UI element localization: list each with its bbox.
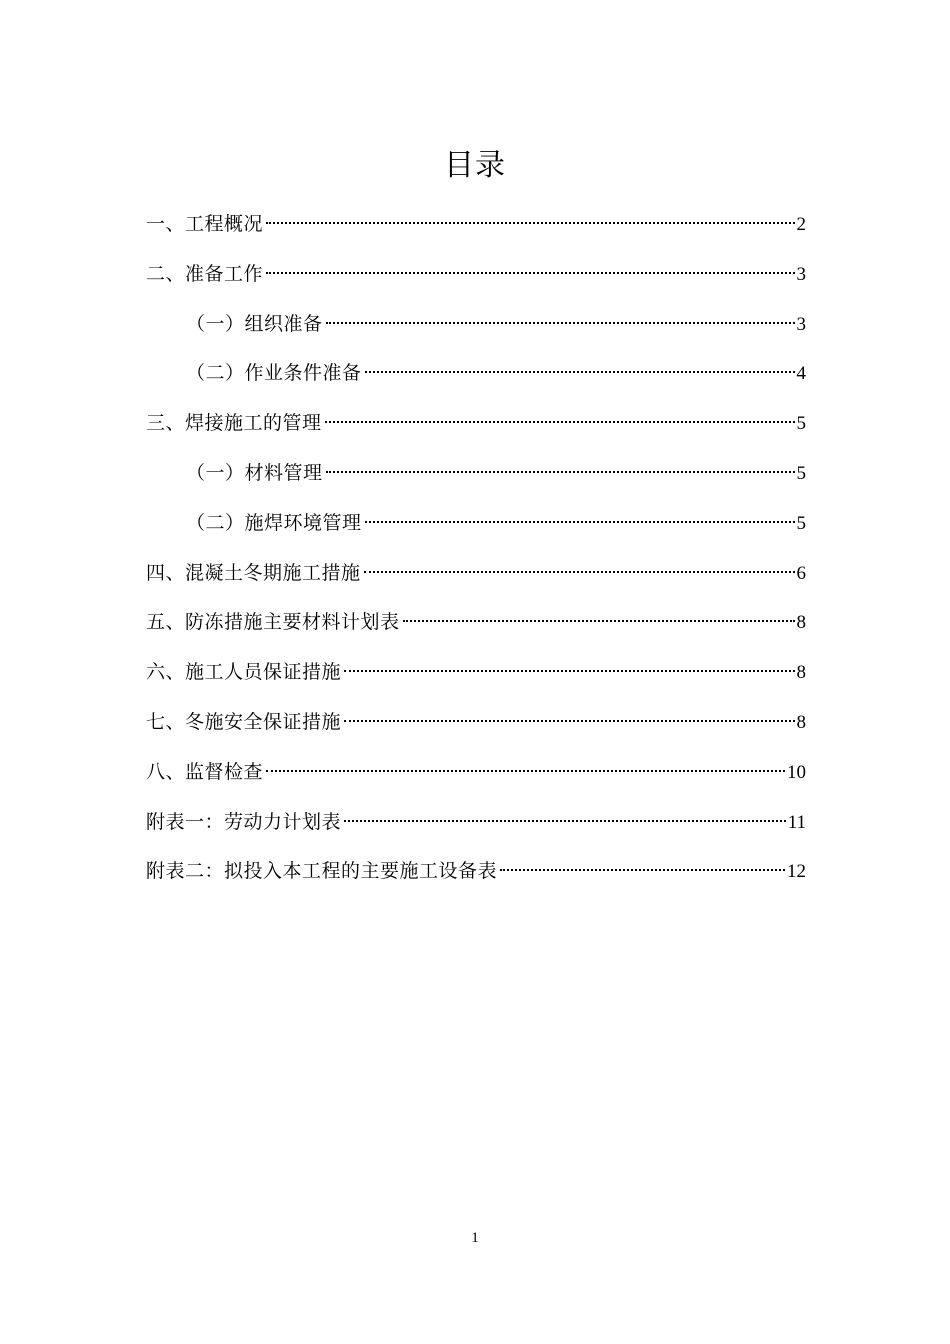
toc-entry-page: 11 bbox=[787, 811, 806, 833]
dot-leader bbox=[325, 421, 795, 423]
toc-entry-page: 3 bbox=[796, 313, 806, 335]
toc-entry[interactable] bbox=[146, 302, 806, 352]
toc-entry[interactable] bbox=[146, 750, 806, 800]
dot-leader bbox=[365, 371, 795, 373]
toc-entry[interactable] bbox=[146, 700, 806, 750]
toc-entry[interactable] bbox=[146, 351, 806, 401]
toc-entry-page: 8 bbox=[796, 612, 806, 634]
toc-entry-title: 八、监督检查 bbox=[146, 760, 264, 783]
toc-entry-title: 七、冬施安全保证措施 bbox=[146, 710, 342, 733]
toc-entry-page: 8 bbox=[796, 662, 806, 684]
dot-leader bbox=[266, 272, 794, 274]
toc-entry-title: 六、施工人员保证措施 bbox=[146, 661, 342, 684]
toc-entry[interactable] bbox=[146, 451, 806, 501]
toc-entry[interactable] bbox=[146, 202, 806, 252]
toc-entry[interactable] bbox=[146, 401, 806, 451]
dot-leader bbox=[266, 222, 794, 224]
dot-leader bbox=[500, 869, 785, 871]
toc-entry-title: 一、工程概况 bbox=[146, 213, 264, 235]
toc-title: 目录 bbox=[444, 148, 506, 183]
toc-entry[interactable] bbox=[146, 849, 806, 899]
toc-entry[interactable] bbox=[146, 800, 806, 850]
dot-leader bbox=[326, 471, 795, 473]
toc-entry-title: 附表一：劳动力计划表 bbox=[146, 810, 342, 833]
toc-entry[interactable] bbox=[146, 600, 806, 650]
dot-leader bbox=[344, 720, 794, 722]
toc-entry-title: 四、混凝土冬期施工措施 bbox=[146, 561, 361, 584]
toc-entry-title: （一）材料管理 bbox=[186, 461, 323, 484]
toc-entry-page: 10 bbox=[787, 761, 806, 783]
toc-entry-title: （一）组织准备 bbox=[186, 312, 323, 335]
toc-entry-title: 附表二：拟投入本工程的主要施工设备表 bbox=[146, 860, 498, 883]
toc-entry-page: 5 bbox=[796, 462, 806, 484]
dot-leader bbox=[344, 670, 794, 672]
toc-entry[interactable] bbox=[146, 551, 806, 601]
toc-entry-page: 5 bbox=[796, 512, 806, 534]
dot-leader bbox=[344, 820, 786, 822]
toc-entry[interactable] bbox=[146, 252, 806, 302]
toc-entry[interactable] bbox=[146, 650, 806, 700]
toc-entry-title: 二、准备工作 bbox=[146, 262, 264, 285]
toc-entry-title: （二）施焊环境管理 bbox=[186, 511, 362, 534]
toc-entry-title: （二）作业条件准备 bbox=[186, 362, 362, 385]
dot-leader bbox=[365, 521, 795, 523]
toc-entry-page: 4 bbox=[796, 363, 806, 385]
toc-entry-page: 3 bbox=[796, 263, 806, 285]
toc-entry-title: 三、焊接施工的管理 bbox=[146, 412, 322, 435]
toc-entry-page: 12 bbox=[787, 861, 806, 883]
toc-entry-page: 2 bbox=[796, 214, 806, 235]
dot-leader bbox=[403, 620, 795, 622]
table-of-contents bbox=[146, 202, 806, 899]
toc-entry-page: 8 bbox=[796, 711, 806, 733]
dot-leader bbox=[266, 770, 785, 772]
dot-leader bbox=[364, 571, 795, 573]
toc-entry-page: 5 bbox=[796, 413, 806, 435]
toc-entry-page: 6 bbox=[796, 562, 806, 584]
page-number: 1 bbox=[471, 1230, 479, 1246]
toc-entry-title: 五、防冻措施主要材料计划表 bbox=[146, 611, 400, 634]
toc-entry[interactable] bbox=[146, 501, 806, 551]
dot-leader bbox=[326, 322, 795, 324]
